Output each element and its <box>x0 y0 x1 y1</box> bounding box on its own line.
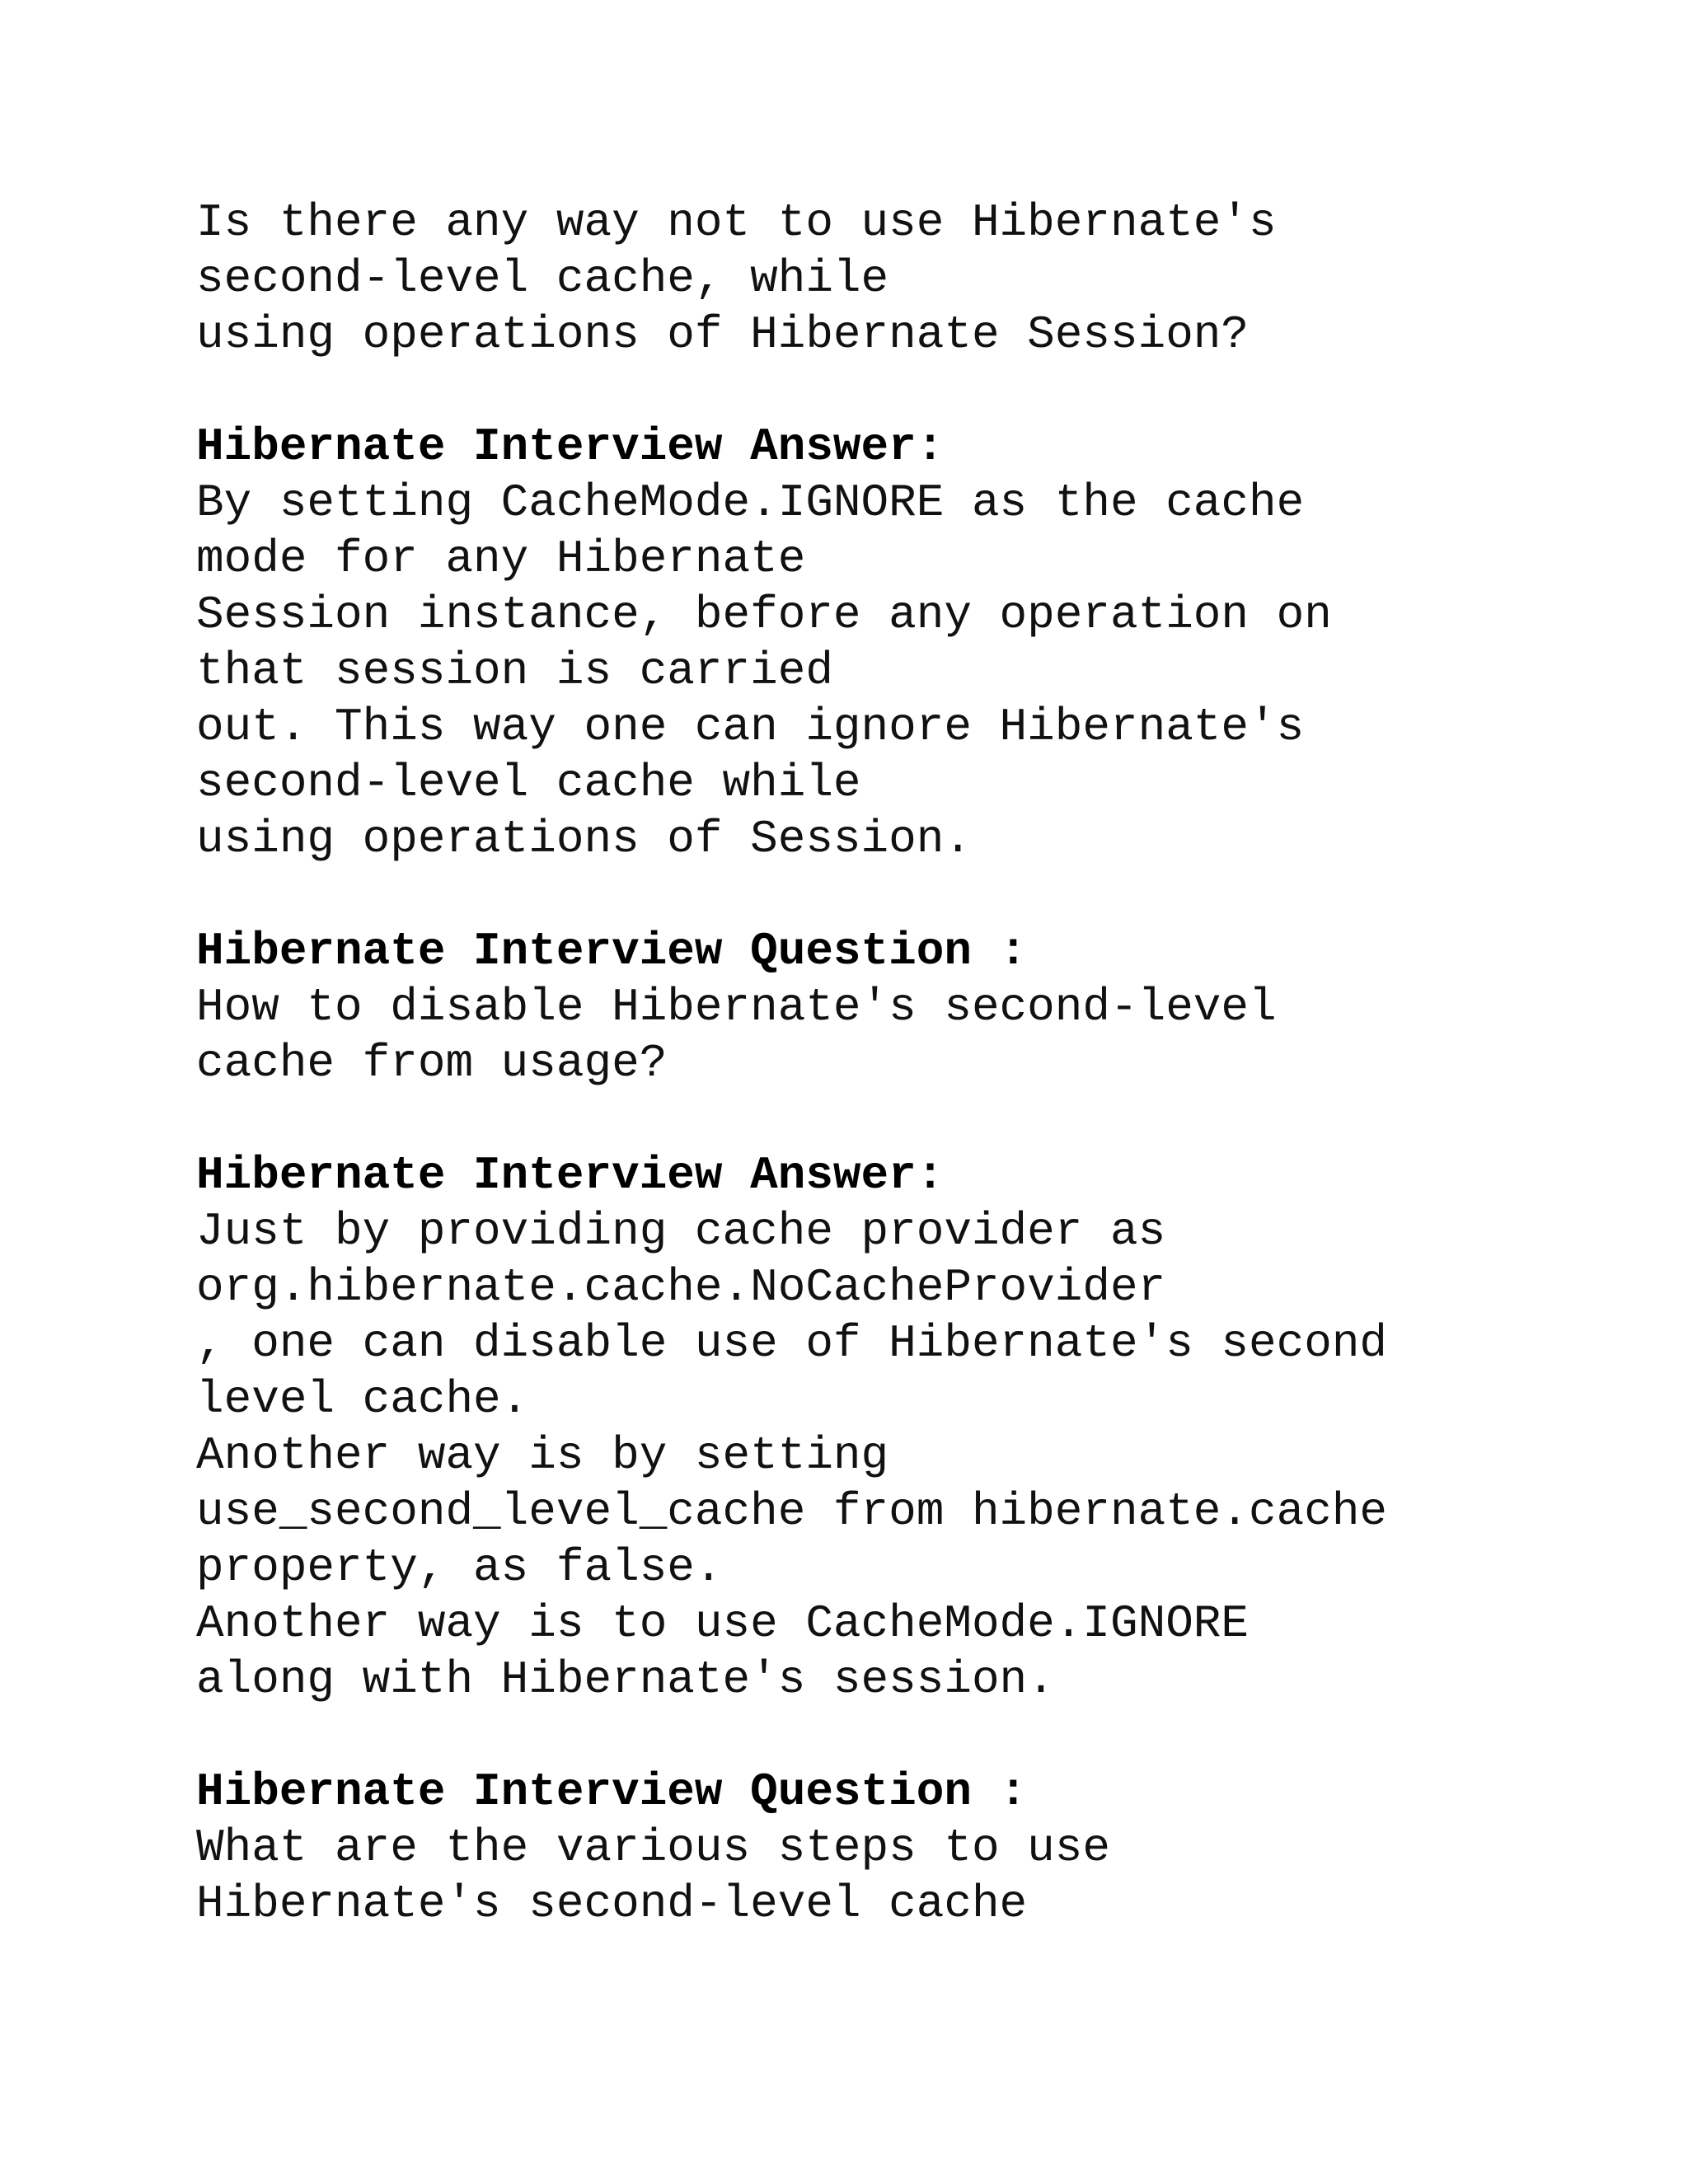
document-page <box>196 194 1663 1932</box>
text-line: mode for any Hibernate <box>196 532 806 585</box>
paragraph-gap <box>196 867 1663 923</box>
text-line: using operations of Session. <box>196 813 972 865</box>
text-line: Is there any way not to use Hibernate's <box>196 196 1277 249</box>
text-line: using operations of Hibernate Session? <box>196 308 1250 361</box>
text-line: By setting CacheMode.IGNORE as the cache <box>196 476 1305 529</box>
text-line: Session instance, before any operation on <box>196 588 1332 641</box>
question-text <box>196 194 1663 363</box>
question-text <box>196 979 1663 1091</box>
text-line: level cache. <box>196 1373 529 1426</box>
text-line: How to disable Hibernate's second-level <box>196 981 1277 1033</box>
text-line: Just by providing cache provider as <box>196 1205 1166 1258</box>
paragraph-gap <box>196 1091 1663 1147</box>
question-text <box>196 1820 1663 1932</box>
text-line: Another way is to use CacheMode.IGNORE <box>196 1597 1250 1650</box>
text-line: , one can disable use of Hibernate's second <box>196 1317 1388 1370</box>
text-line: second-level cache, while <box>196 252 889 305</box>
text-line: out. This way one can ignore Hibernate's <box>196 701 1305 753</box>
answer-heading: Hibernate Interview Answer: <box>196 1149 945 1202</box>
paragraph-gap <box>196 1708 1663 1764</box>
question-heading: Hibernate Interview Question : <box>196 1765 1028 1818</box>
text-line: org.hibernate.cache.NoCacheProvider <box>196 1261 1166 1314</box>
text-line: Another way is by setting <box>196 1429 889 1482</box>
text-line: What are the various steps to use <box>196 1821 1110 1874</box>
text-line: along with Hibernate's session. <box>196 1653 1055 1706</box>
text-line: cache from usage? <box>196 1037 668 1090</box>
text-line: property, as false. <box>196 1541 723 1594</box>
answer-text <box>196 1203 1663 1708</box>
text-line: that session is carried <box>196 644 833 697</box>
text-line: Hibernate's second-level cache <box>196 1877 1028 1930</box>
text-line: second-level cache while <box>196 757 861 809</box>
answer-heading: Hibernate Interview Answer: <box>196 420 945 473</box>
answer-text <box>196 475 1663 867</box>
text-line: use_second_level_cache from hibernate.cache <box>196 1485 1388 1538</box>
paragraph-gap <box>196 363 1663 419</box>
question-heading: Hibernate Interview Question : <box>196 925 1028 977</box>
